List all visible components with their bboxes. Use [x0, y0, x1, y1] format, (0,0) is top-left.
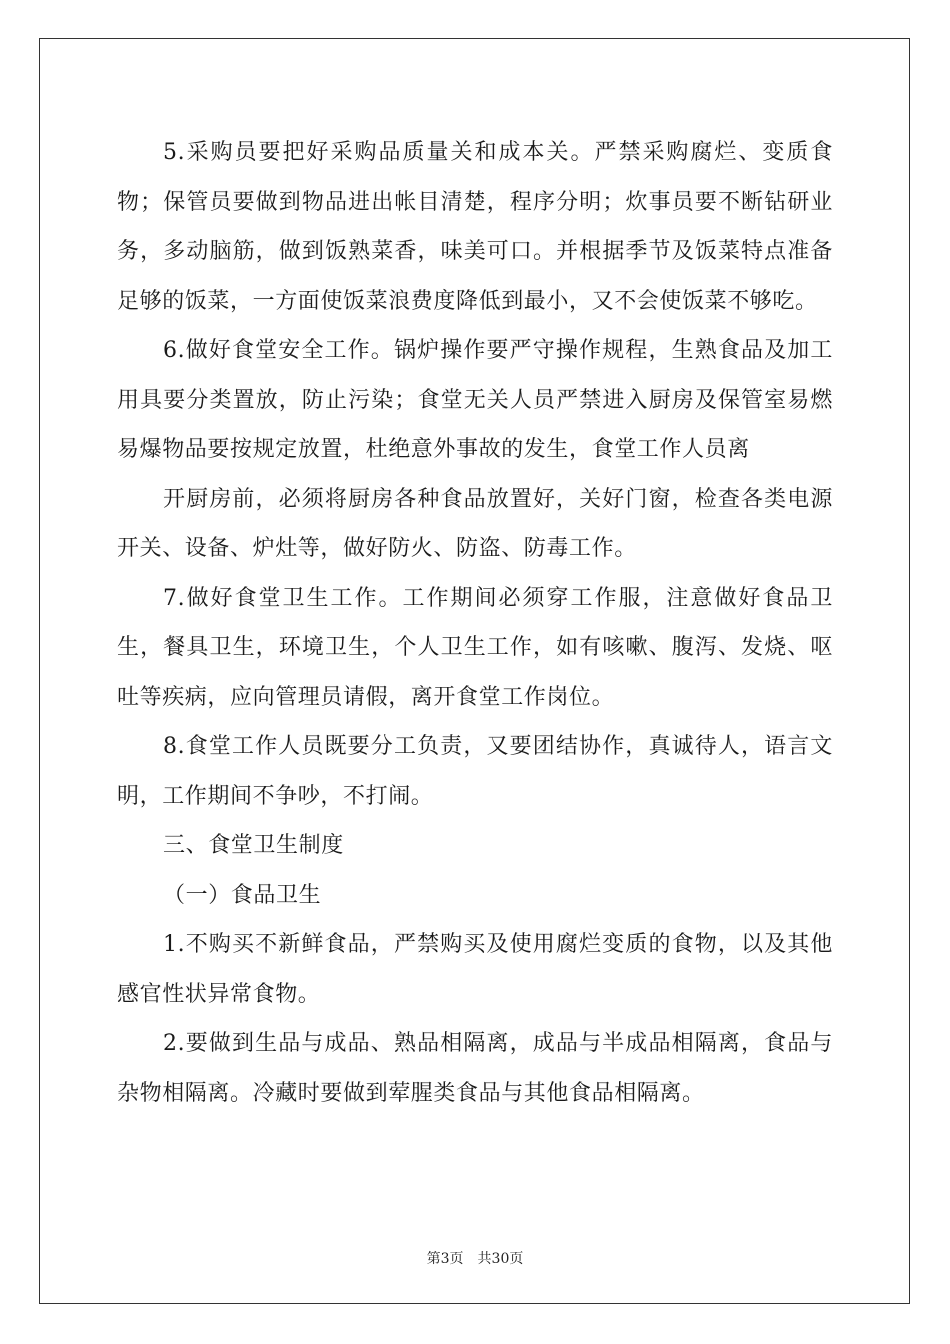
paragraph-8: 8.食堂工作人员既要分工负责，又要团结协作，真诚待人，语言文明，工作期间不争吵，不打闹。: [117, 734, 833, 809]
paragraph-food-2: 2.要做到生品与成品、熟品相隔离，成品与半成品相隔离，食品与杂物相隔离。冷藏时要做到荤腥类食品与其他食品相隔离。: [117, 1031, 833, 1106]
total-pages: 共30页: [477, 1251, 524, 1267]
paragraph-food-1: 1.不购买不新鲜食品，严禁购买及使用腐烂变质的食物，以及其他感官性状异常食物。: [117, 932, 833, 1007]
paragraph-6: 6.做好食堂安全工作。锅炉操作要严守操作规程，生熟食品及加工用具要分类置放，防止污染；食堂无关人员严禁进入厨房及保管室易燃易爆物品要按规定放置，杜绝意外事故的发生，食堂工作人员离: [117, 338, 833, 462]
paragraph-6-continued: 开厨房前，必须将厨房各种食品放置好，关好门窗，检查各类电源开关、设备、炉灶等，做好防火、防盗、防毒工作。: [117, 486, 833, 561]
section-heading: 三、食堂卫生制度: [163, 833, 344, 858]
subsection-heading: （一）食品卫生: [163, 882, 322, 908]
page-number: 第3页: [426, 1251, 464, 1267]
paragraph-5: 5.采购员要把好采购品质量关和成本关。严禁采购腐烂、变质食物；保管员要做到物品进出帐目清楚，程序分明；炊事员要不断钻研业务，多动脑筋，做到饭熟菜香，味美可口。并根据季节及饭菜特点准备足够的饭菜，一方面使饭菜浪费度降低到最小，又不会使饭菜不够吃。: [117, 140, 833, 314]
document-body: [117, 128, 833, 1118]
page-footer: [0, 1248, 950, 1268]
paragraph-7: 7.做好食堂卫生工作。工作期间必须穿工作服，注意做好食品卫生，餐具卫生，环境卫生，个人卫生工作，如有咳嗽、腹泻、发烧、呕吐等疾病，应向管理员请假，离开食堂工作岗位。: [117, 585, 833, 710]
